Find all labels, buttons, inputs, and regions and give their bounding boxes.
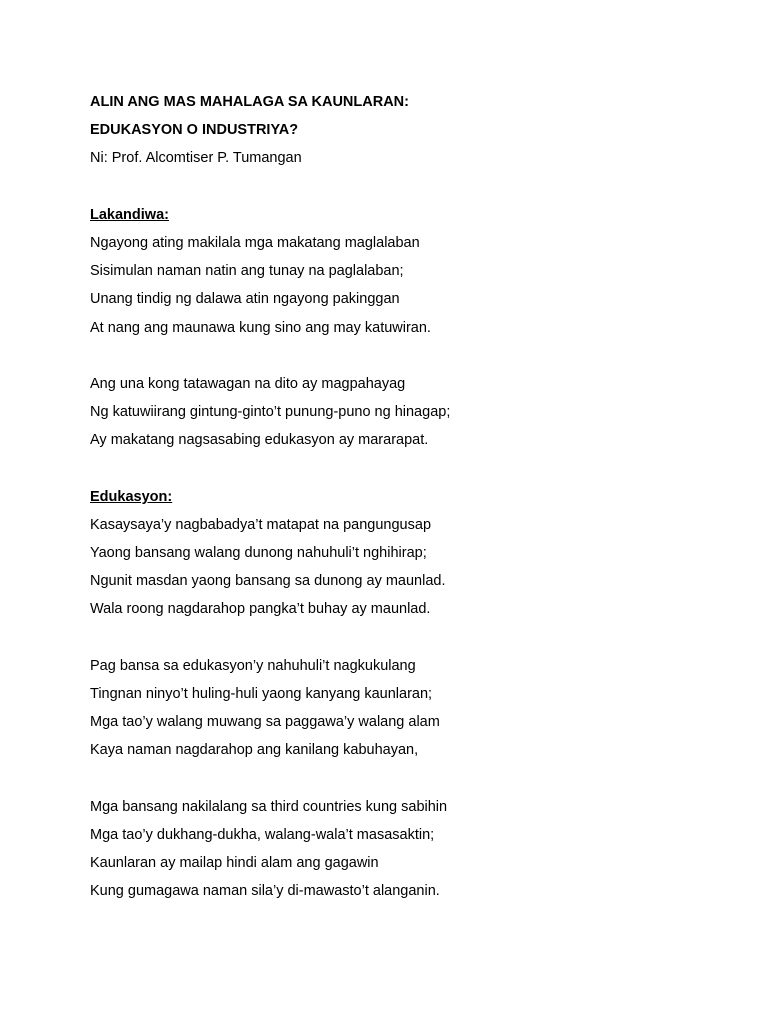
verse-line: Wala roong nagdarahop pangka’t buhay ay maunlad. (90, 601, 431, 618)
verse-line: Pag bansa sa edukasyon’y nahuhuli’t nagkukulang (90, 657, 416, 674)
verse-line: Ang una kong tatawagan na dito ay magpahayag (90, 375, 406, 392)
verse-line: Kaya naman nagdarahop ang kanilang kabuhayan, (90, 742, 419, 759)
blank-line (90, 173, 730, 201)
verse-line: Ngayong ating makilala mga makatang maglalaban (90, 234, 420, 251)
verse-line: Tingnan ninyo’t huling-huli yaong kanyang kaunlaran; (90, 685, 433, 702)
verse-line: Ng katuwiirang gintung-ginto’t punung-puno ng hinagap; (90, 404, 451, 421)
title-line-2: EDUKASYON O INDUSTRIYA? (90, 122, 299, 139)
verse-line: Mga tao’y dukhang-dukha, walang-wala’t masasaktin; (90, 826, 435, 843)
verse-line: Unang tindig ng dalawa atin ngayong pakinggan (90, 291, 400, 308)
blank-line (90, 454, 730, 482)
blank-line (90, 342, 730, 370)
document-page (90, 88, 730, 905)
speaker-label-lakandiwa: Lakandiwa: (90, 206, 169, 223)
verse-line: At nang ang maunawa kung sino ang may katuwiran. (90, 319, 431, 336)
stanza (90, 229, 730, 342)
speaker-label-edukasyon: Edukasyon: (90, 488, 173, 505)
verse-line: Mga bansang nakilalang sa third countries kung sabihin (90, 798, 448, 815)
verse-line: Kung gumagawa naman sila’y di-mawasto’t alanganin. (90, 883, 440, 900)
blank-line (90, 765, 730, 793)
verse-line: Ngunit masdan yaong bansang sa dunong ay maunlad. (90, 573, 446, 590)
verse-line: Mga tao’y walang muwang sa paggawa’y walang alam (90, 714, 440, 731)
stanza (90, 511, 730, 624)
stanza (90, 793, 730, 906)
verse-line: Sisimulan naman natin ang tunay na paglalaban; (90, 263, 404, 280)
verse-line: Kaunlaran ay mailap hindi alam ang gagawin (90, 855, 379, 872)
verse-line: Kasaysaya’y nagbabadya’t matapat na pangungusap (90, 516, 432, 533)
verse-line: Ay makatang nagsasabing edukasyon ay mararapat. (90, 432, 429, 449)
author-line: Ni: Prof. Alcomtiser P. Tumangan (90, 150, 302, 167)
stanza (90, 370, 730, 455)
title-line-1: ALIN ANG MAS MAHALAGA SA KAUNLARAN: (90, 94, 409, 110)
blank-line (90, 624, 730, 652)
stanza (90, 652, 730, 765)
verse-line: Yaong bansang walang dunong nahuhuli’t nghihirap; (90, 545, 427, 561)
